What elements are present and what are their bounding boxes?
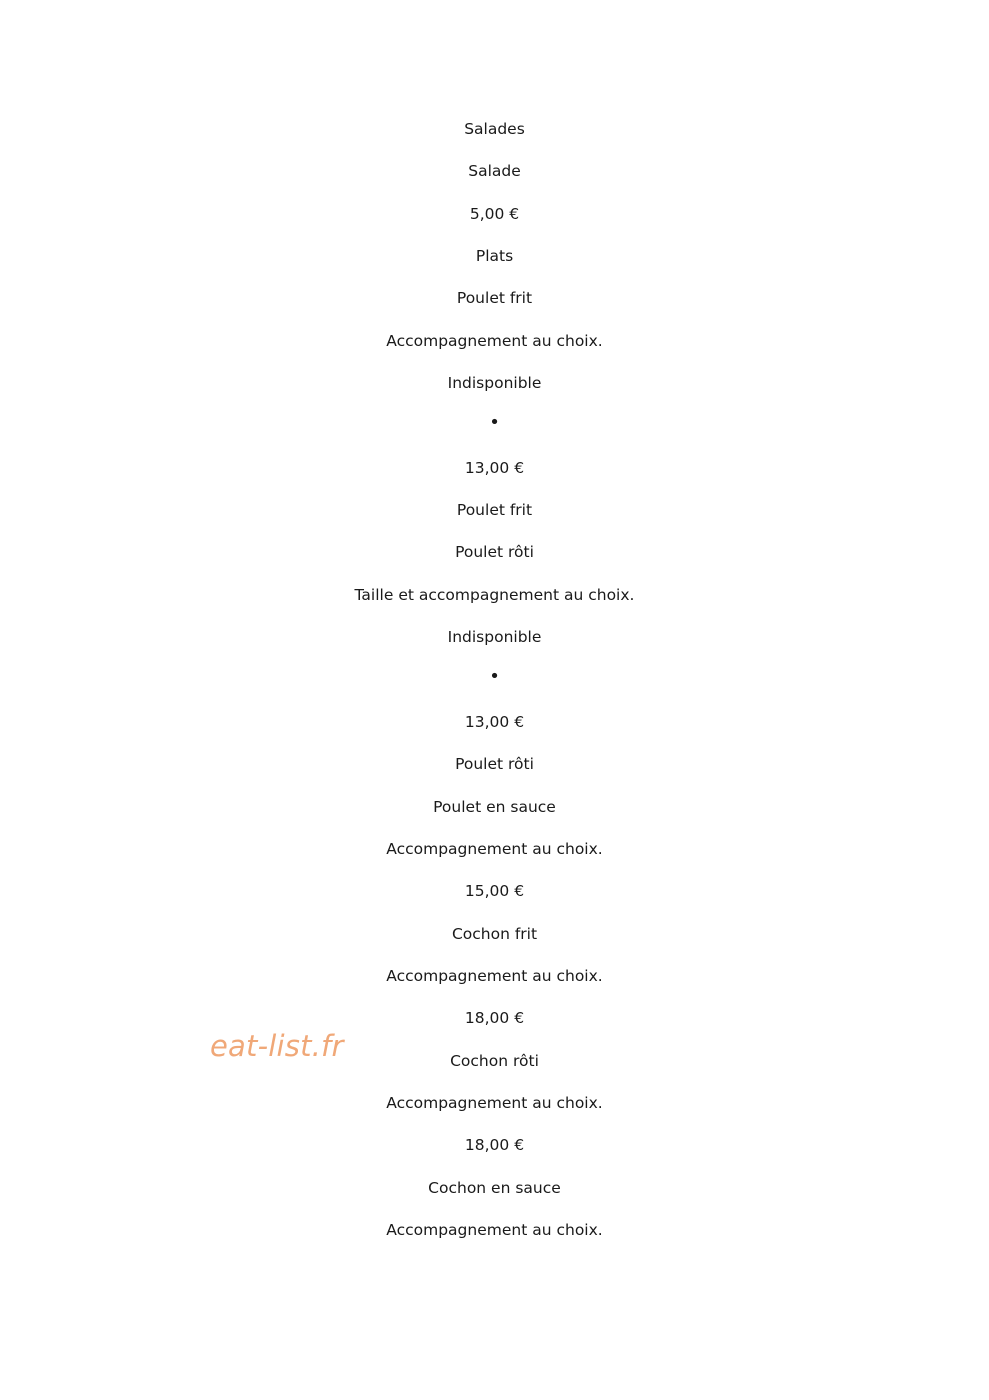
menu-item-price: 15,00 € [464, 882, 525, 901]
bullet-icon: • [489, 666, 500, 688]
menu-item-description: Accompagnement au choix. [386, 839, 603, 858]
availability-status: Indisponible [447, 374, 542, 393]
availability-status: Indisponible [447, 628, 542, 647]
menu-item-price: 18,00 € [464, 1136, 525, 1155]
menu-item-name: Cochon en sauce [428, 1178, 561, 1197]
menu-item-description: Taille et accompagnement au choix. [354, 585, 635, 604]
menu-item-name: Poulet rôti [455, 543, 534, 562]
menu-item-name: Poulet frit [456, 501, 533, 520]
menu-item-name: Salade [468, 162, 521, 181]
menu-item-name: Poulet rôti [455, 755, 534, 774]
bullet-icon: • [489, 412, 500, 434]
menu-item-name: Poulet frit [456, 289, 533, 308]
menu-item-name: Cochon frit [451, 924, 538, 943]
menu-item-name: Poulet en sauce [433, 797, 556, 816]
menu-item-price: 13,00 € [464, 712, 525, 731]
section-heading-plats: Plats [475, 247, 514, 266]
menu-item-name: Cochon rôti [450, 1051, 539, 1070]
menu-item-description: Accompagnement au choix. [386, 331, 603, 350]
menu-list [0, 117, 989, 1260]
menu-item-price: 18,00 € [464, 1009, 525, 1028]
menu-item-price: 13,00 € [464, 458, 525, 477]
watermark-text: eat-list.fr [210, 1029, 344, 1063]
section-heading-salades: Salades [464, 120, 525, 138]
menu-item-description: Accompagnement au choix. [386, 1093, 603, 1112]
menu-item-description: Accompagnement au choix. [386, 1220, 603, 1239]
menu-item-description: Accompagnement au choix. [386, 966, 603, 985]
menu-item-price: 5,00 € [469, 204, 520, 223]
